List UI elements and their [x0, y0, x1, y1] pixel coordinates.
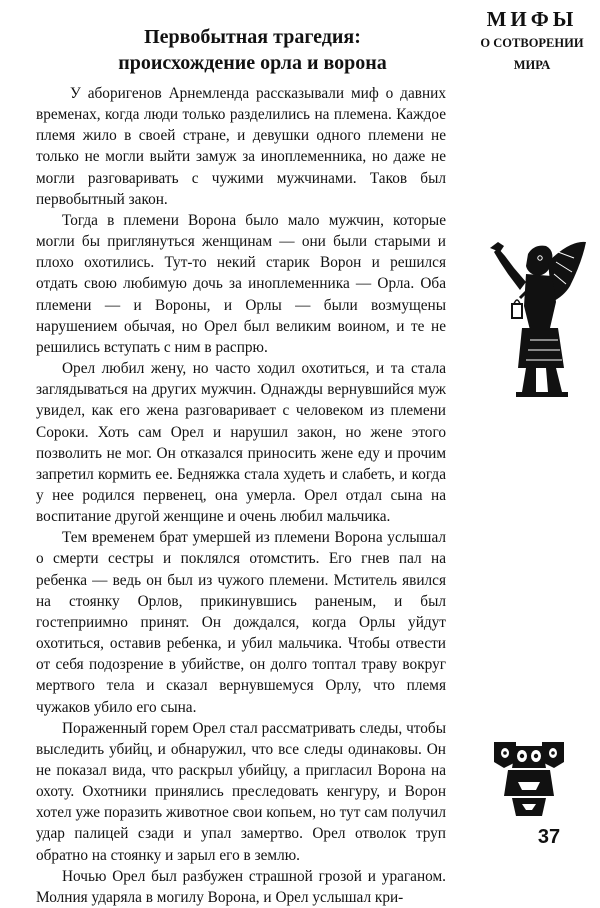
paragraph-3: Орел любил жену, но часто ходил охотиться, и та стала заглядываться на других мужчин. Однажды вернувшийся муж увидел, как его жена разговаривает с человеком из племени Сороки. Хоть сам Орел и нарушил закон, но жене этого позволить не мог. Он отказался приносить жене еду и прочим запретил кормить ее. Бедняжка стала худеть и слабеть, и когда у нее родился первенец, она умерла. Орел отдал сына на воспитание другой женщине и очень любил мальчика. — [36, 360, 446, 526]
section-header-title: МИФЫ — [486, 7, 578, 31]
article-title — [60, 24, 445, 76]
totem-ornament-illustration — [488, 738, 570, 820]
paragraph-4: Тем временем брат умершей из племени Ворона услышал о смерти сестры и поклялся отомстить. Его гнев пал на ребенка — ведь он был из чужого племени. Мститель явился на стоянку Орлов, прикинувшись раненым, и был гостеприимно принят. Он дождался, когда Орлы уйдут охотиться, оставив ребенка, и убил мальчика. Чтобы отвести от себя подозрение в убийстве, он долго топтал траву вокруг мертвого тела и сказал вернувшемуся Орлу, что племя чужаков убило его сына. — [36, 529, 446, 716]
article-title-line-2: происхождение орла и ворона — [118, 52, 387, 74]
paragraph-2: Тогда в племени Ворона было мало мужчин, которые могли бы приглянуться женщинам — они были старыми и плохо охотились. Тут-то некий старик Ворон и решился отдать свою любимую дочь за иноплеменника — Орла. Оба племени — и Вороны, и Орлы — были возмущены нарушением обычая, но Орел был великим воином, и те не решились вступать с ним в распрю. — [36, 211, 446, 356]
article-title-line-1: Первобытная трагедия: — [144, 26, 361, 48]
eagle-headed-deity-illustration — [478, 232, 593, 402]
paragraph-1: У аборигенов Арнемленда рассказывали миф о давних временах, когда люди только разделились на племена. Каждое племя жило в своей стране, и девушки одного племени не только не могли выйти замуж за иноплеменника, но даже не могли разговаривать с чужими мужчинами. Таков был первобытный закон. — [36, 85, 446, 208]
section-header — [474, 6, 590, 76]
page-number: 37 — [537, 826, 561, 848]
article-body — [36, 83, 446, 908]
section-header-subtitle-2: МИРА — [513, 58, 551, 72]
paragraph-6: Ночью Орел был разбужен страшной грозой и ураганом. Молния ударяла в могилу Ворона, и Орел услышал кри- — [36, 867, 446, 906]
section-header-subtitle-1: О СОТВОРЕНИИ — [480, 36, 584, 50]
paragraph-5: Пораженный горем Орел стал рассматривать следы, чтобы выследить убийц, и обнаружил, что все следы одинаковы. Он не показал вида, что раскрыл убийцу, а пригласил Ворона на охоту. Охотники принялись преследовать кенгуру, и Ворон хотел уже поразить животное свои копьем, но тут сам получил удар палицей сзади и упал замертво. Орел отволок труп обратно на стоянку и зарыл его в землю. — [36, 719, 446, 864]
